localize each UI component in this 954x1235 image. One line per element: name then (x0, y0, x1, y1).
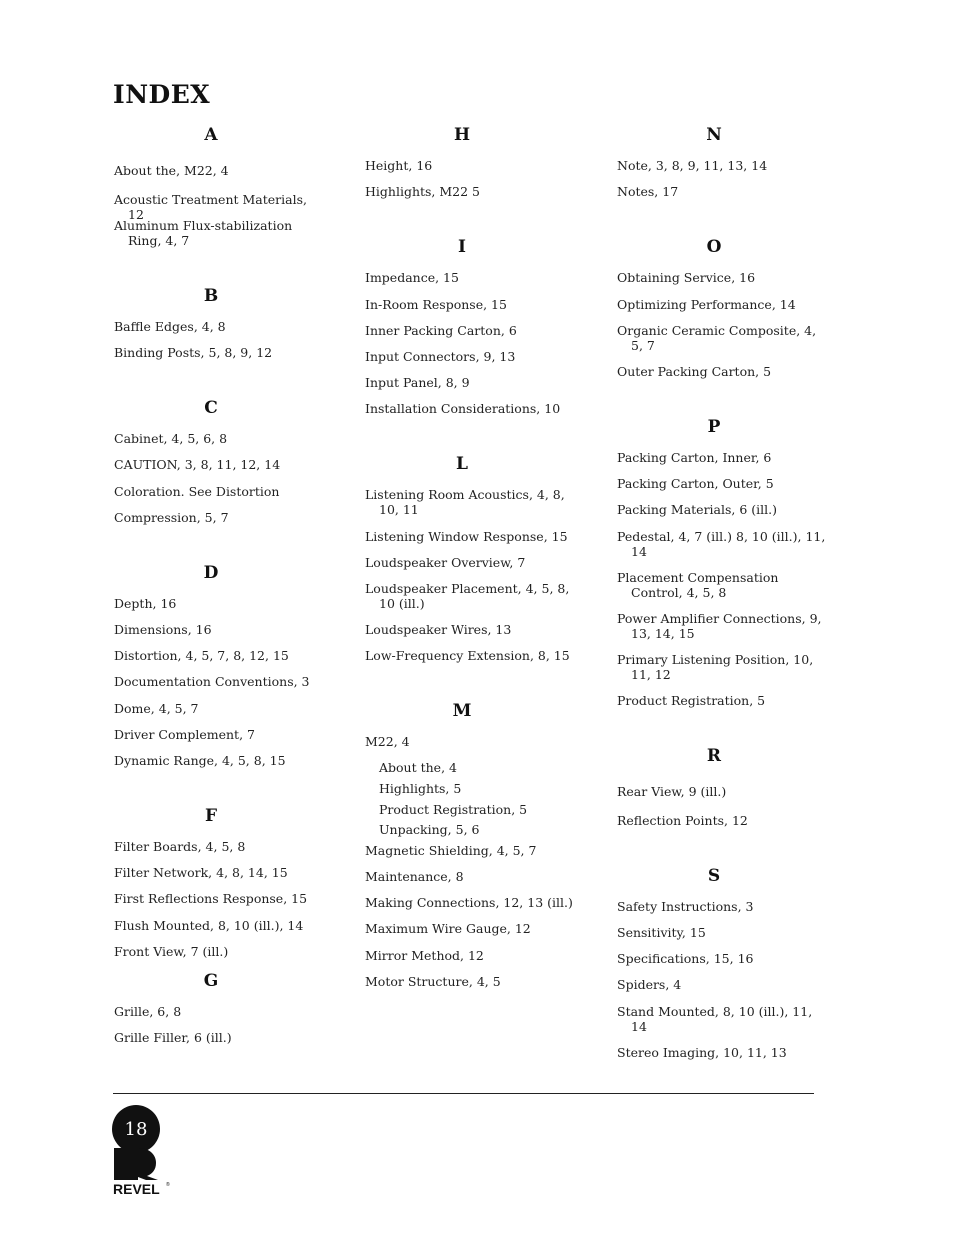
index-entry: Maintenance, 8 (365, 869, 464, 884)
index-entry: Impedance, 15 (365, 270, 459, 285)
section-letter-p: P (707, 417, 721, 437)
index-entry: Placement Compensation Control, 4, 5, 8 (617, 570, 779, 600)
index-entry: Input Connectors, 9, 13 (365, 349, 516, 364)
index-entry: Maximum Wire Gauge, 12 (365, 921, 531, 936)
index-entry: Filter Network, 4, 8, 14, 15 (114, 865, 288, 880)
index-entry: Product Registration, 5 (617, 693, 766, 708)
section-letter-l: L (456, 454, 468, 474)
section-letter-g: G (203, 971, 219, 991)
index-entry: Height, 16 (365, 158, 433, 173)
index-entry: Dome, 4, 5, 7 (114, 701, 199, 716)
index-entry: Packing Carton, Inner, 6 (617, 450, 772, 465)
index-entry: Installation Considerations, 10 (365, 401, 561, 416)
logo-text: REVEL (113, 1181, 160, 1197)
index-entry: CAUTION, 3, 8, 11, 12, 14 (114, 457, 281, 472)
index-entry: Low-Frequency Extension, 8, 15 (365, 648, 570, 663)
index-entry: M22, 4 (365, 734, 410, 749)
index-entry: Spiders, 4 (617, 977, 682, 992)
index-entry: Depth, 16 (114, 596, 177, 611)
index-entry: Loudspeaker Placement, 4, 5, 8, 10 (ill.) (365, 581, 570, 611)
index-entry: Grille Filler, 6 (ill.) (114, 1030, 232, 1045)
index-entry: Aluminum Flux-stabilization Ring, 4, 7 (114, 218, 293, 248)
index-entry: Motor Structure, 4, 5 (365, 974, 501, 989)
index-entry: Magnetic Shielding, 4, 5, 7 (365, 843, 537, 858)
svg-text:®: ® (166, 1182, 170, 1188)
index-entry: Sensitivity, 15 (617, 925, 706, 940)
index-entry: Input Panel, 8, 9 (365, 375, 470, 390)
index-entry: Obtaining Service, 16 (617, 270, 756, 285)
index-entry: Loudspeaker Overview, 7 (365, 555, 526, 570)
index-subentry: Unpacking, 5, 6 (379, 822, 480, 837)
section-letter-o: O (706, 237, 722, 257)
index-entry: Rear View, 9 (ill.) (617, 784, 727, 799)
index-entry: Listening Window Response, 15 (365, 529, 568, 544)
index-subentry: About the, 4 (379, 760, 457, 775)
section-letter-n: N (706, 125, 722, 145)
section-letter-s: S (707, 866, 721, 886)
footer-rule (113, 1093, 814, 1094)
index-entry: Organic Ceramic Composite, 4, 5, 7 (617, 323, 817, 353)
index-entry: Cabinet, 4, 5, 6, 8 (114, 431, 228, 446)
section-letter-d: D (203, 563, 219, 583)
index-entry: Pedestal, 4, 7 (ill.) 8, 10 (ill.), 11, 14 (617, 529, 826, 559)
section-letter-r: R (706, 746, 722, 766)
section-letter-c: C (204, 398, 218, 418)
index-entry: Outer Packing Carton, 5 (617, 364, 772, 379)
index-entry: Flush Mounted, 8, 10 (ill.), 14 (114, 918, 304, 933)
section-letter-h: H (453, 125, 471, 145)
index-entry: Grille, 6, 8 (114, 1004, 182, 1019)
index-entry: Baffle Edges, 4, 8 (114, 319, 226, 334)
index-entry: Loudspeaker Wires, 13 (365, 622, 512, 637)
index-entry: Packing Materials, 6 (ill.) (617, 502, 778, 517)
index-entry: Coloration. See Distortion (114, 484, 280, 499)
revel-logo (112, 1146, 174, 1198)
section-letter-i: I (458, 237, 466, 257)
index-entry: Dimensions, 16 (114, 622, 212, 637)
index-entry: Listening Room Acoustics, 4, 8, 10, 11 (365, 487, 565, 517)
index-subentry: Product Registration, 5 (379, 802, 528, 817)
index-entry: Making Connections, 12, 13 (ill.) (365, 895, 573, 910)
index-entry: Packing Carton, Outer, 5 (617, 476, 774, 491)
index-entry: Distortion, 4, 5, 7, 8, 12, 15 (114, 648, 289, 663)
index-entry: Reflection Points, 12 (617, 813, 748, 828)
index-entry: Filter Boards, 4, 5, 8 (114, 839, 246, 854)
index-entry: Power Amplifier Connections, 9, 13, 14, 15 (617, 611, 822, 641)
index-subentry: Highlights, 5 (379, 781, 462, 796)
section-letter-f: F (204, 806, 218, 826)
index-entry: Mirror Method, 12 (365, 948, 484, 963)
index-entry: Front View, 7 (ill.) (114, 944, 229, 959)
index-entry: Highlights, M22 5 (365, 184, 481, 199)
index-entry: Inner Packing Carton, 6 (365, 323, 517, 338)
index-entry: Driver Complement, 7 (114, 727, 255, 742)
index-entry: Documentation Conventions, 3 (114, 674, 310, 689)
index-entry: Stand Mounted, 8, 10 (ill.), 11, 14 (617, 1004, 813, 1034)
index-entry: Acoustic Treatment Materials, 12 (114, 192, 307, 222)
index-entry: Note, 3, 8, 9, 11, 13, 14 (617, 158, 768, 173)
section-letter-a: A (204, 125, 218, 145)
index-entry: Notes, 17 (617, 184, 679, 199)
index-entry: Specifications, 15, 16 (617, 951, 754, 966)
page-title: INDEX (113, 80, 211, 109)
index-entry: Stereo Imaging, 10, 11, 13 (617, 1045, 787, 1060)
index-entry: Optimizing Performance, 14 (617, 297, 796, 312)
index-entry: Compression, 5, 7 (114, 510, 229, 525)
index-entry: Safety Instructions, 3 (617, 899, 754, 914)
index-entry: About the, M22, 4 (114, 163, 229, 178)
index-entry: First Reflections Response, 15 (114, 891, 308, 906)
section-letter-m: M (452, 701, 472, 721)
index-entry: In-Room Response, 15 (365, 297, 507, 312)
index-entry: Binding Posts, 5, 8, 9, 12 (114, 345, 273, 360)
section-letter-b: B (203, 286, 219, 306)
index-entry: Primary Listening Position, 10, 11, 12 (617, 652, 814, 682)
page-number: 18 (112, 1105, 160, 1153)
index-entry: Dynamic Range, 4, 5, 8, 15 (114, 753, 286, 768)
